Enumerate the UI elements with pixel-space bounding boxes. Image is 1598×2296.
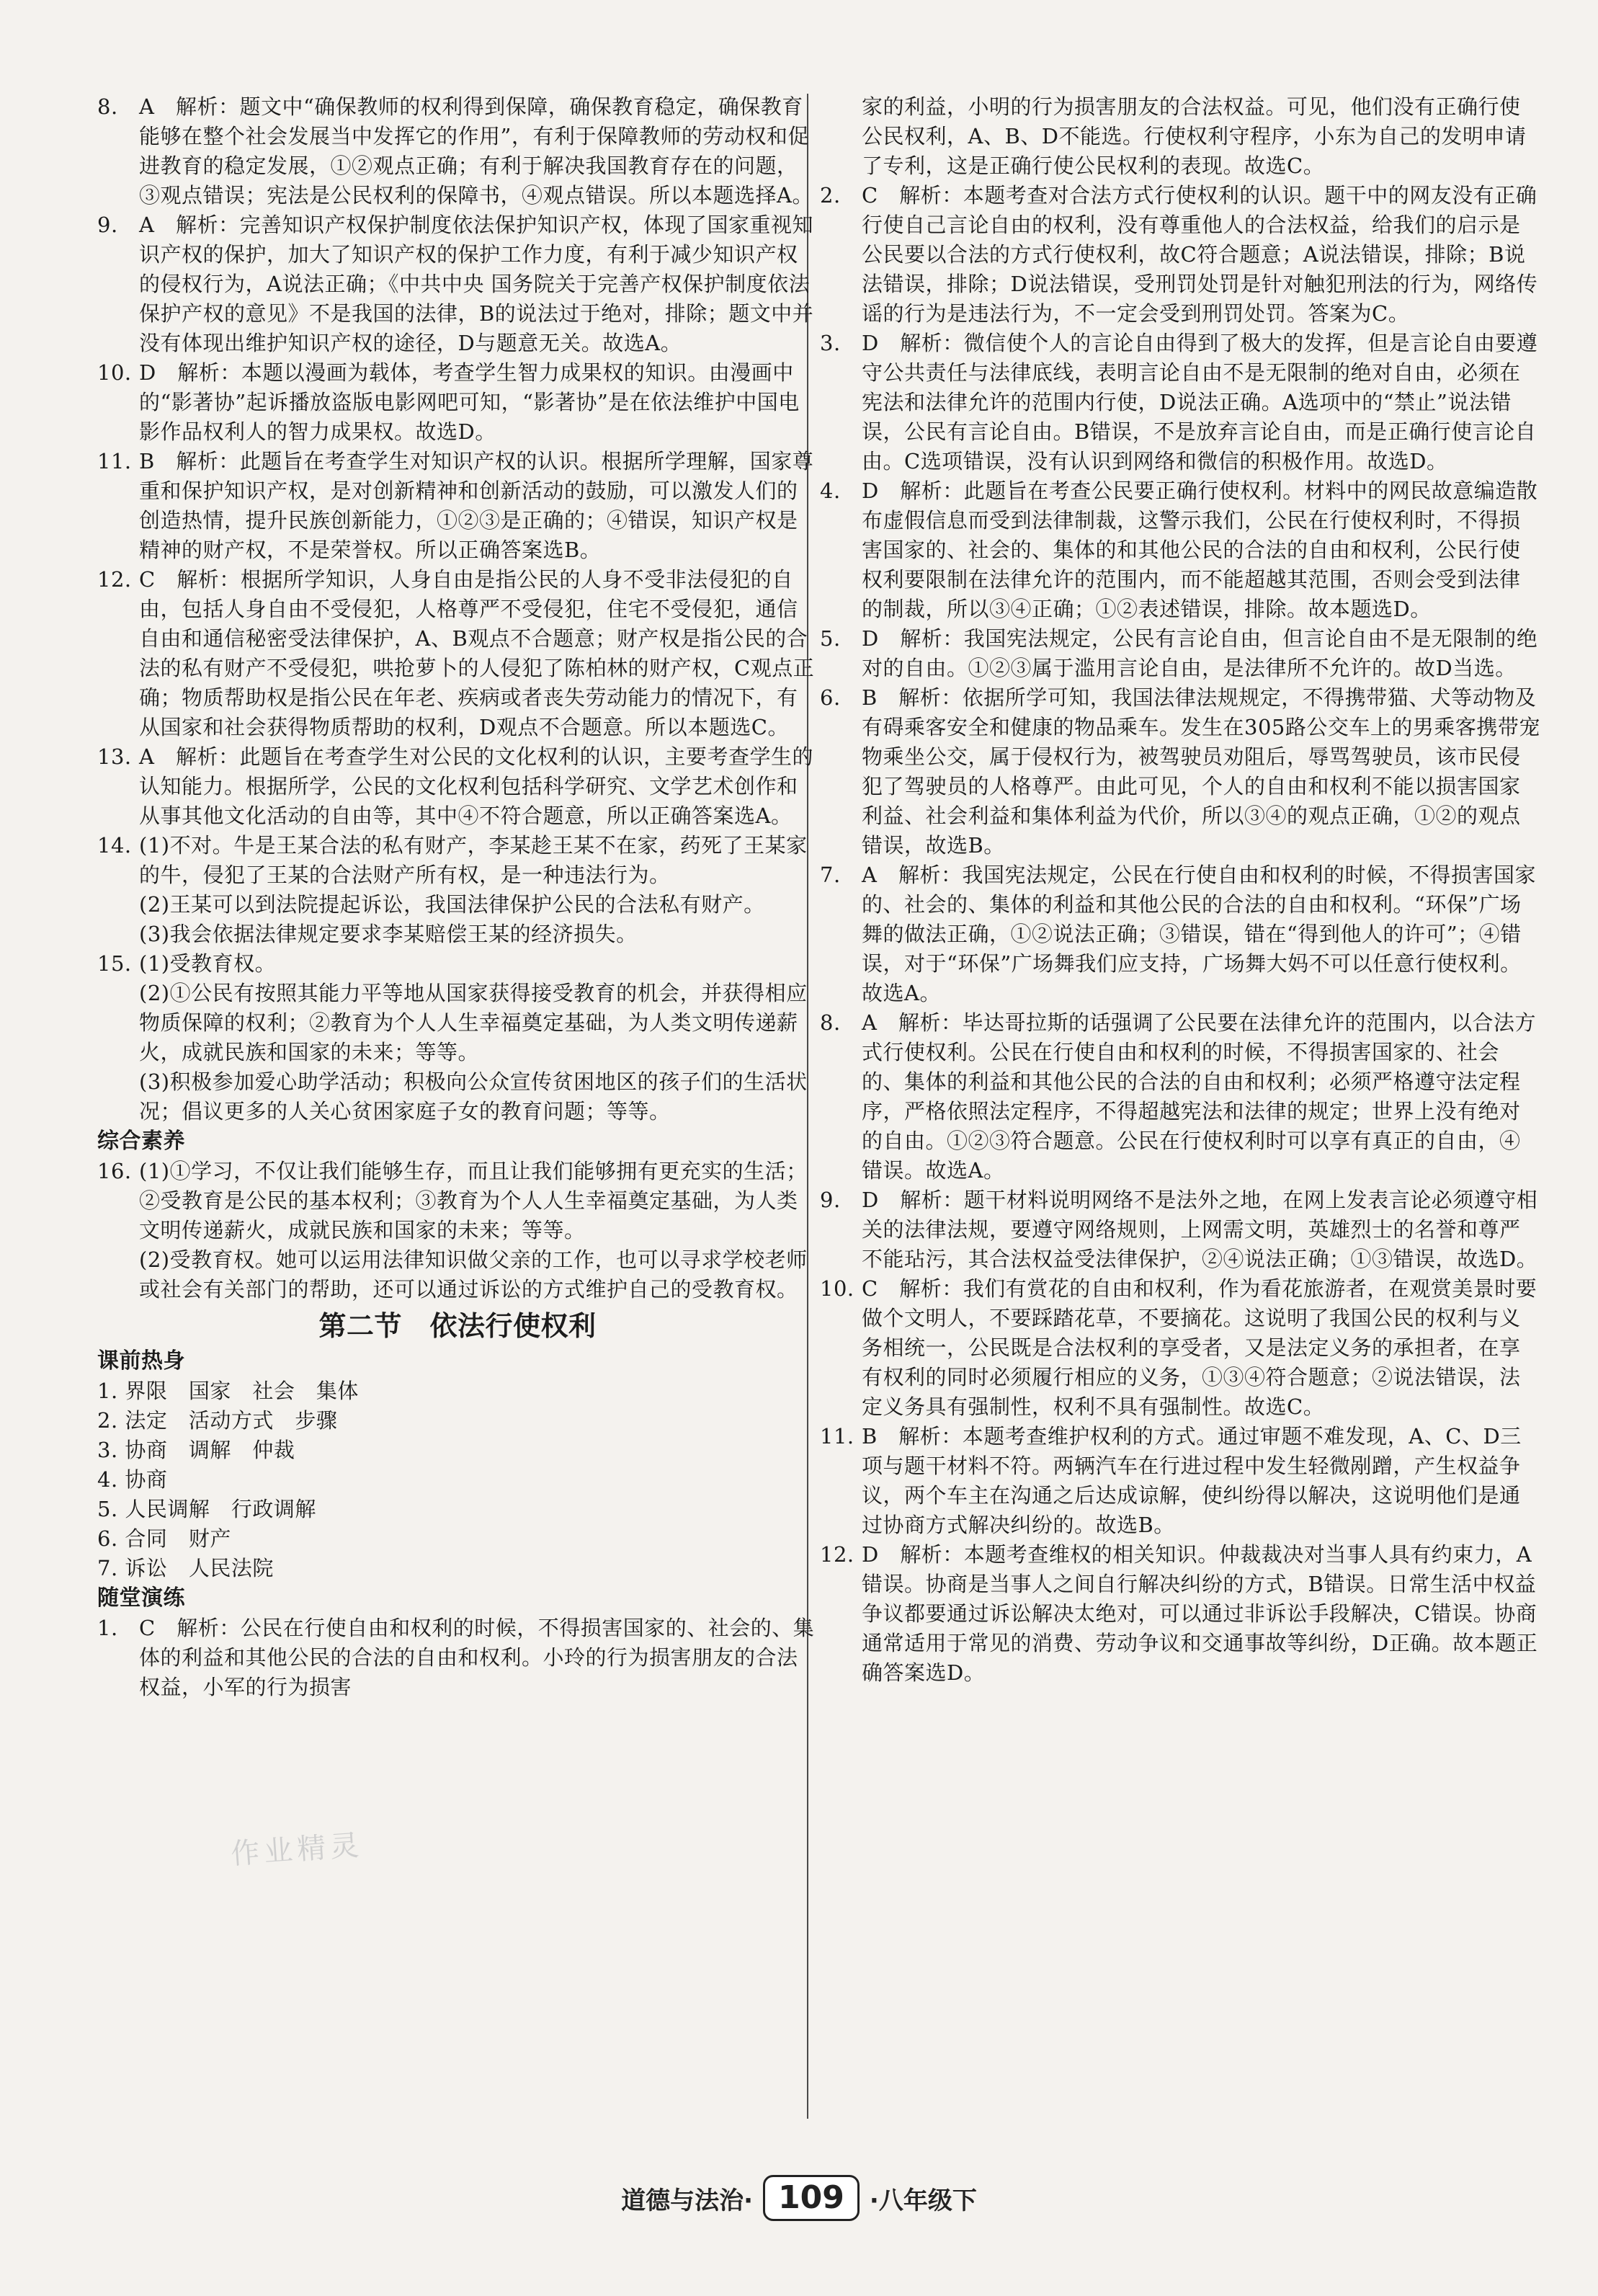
sub-answer: (2)王某可以到法院提起诉讼，我国法律保护公民的合法私有财产。 <box>139 892 765 917</box>
answer-item <box>820 181 1540 329</box>
item-text: C 解析：我们有赏花的自由和权利，作为看花旅游者，在观赏美景时要做个文明人，不要踩踏花草，不要摘花。这说明了我国公民的权利与义务相统一，公民既是合法权利的享受者，又是法定义务的承担者，在享有权利的同时必须履行相应的义务，①③④符合题意；②说法错误，法定义务具有强制性，权利不具有强制性。故选C。 <box>862 1276 1537 1419</box>
item-number: 11. <box>820 1424 854 1449</box>
item-text: A 解析：毕达哥拉斯的话强调了公民要在法律允许的范围内，以合法方式行使权利。公民在行使自由和权利的时候，不得损害国家的、社会的、集体的利益和其他公民的合法的自由和权利；必须严格遵守法定程序，严格依照法定程序，不得超越宪法和法律的规定；世界上没有绝对的自由。①②③符合题意。公民在行使权利时可以享有真正的自由，④错误。故选A。 <box>862 1010 1536 1183</box>
item-number: 15. <box>97 951 132 976</box>
item-text: D 解析：此题旨在考查公民要正确行使权利。材料中的网民故意编造散布虚假信息而受到法律制裁，这警示我们，公民在行使权利时，不得损害国家的、社会的、集体的和其他公民的合法的自由和权利，公民行使权利要限制在法律允许的范围内，而不能超越其范围，否则会受到法律的制裁，所以③④正确；①②表述错误，排除。故本题选D。 <box>862 479 1538 621</box>
left-column <box>97 92 818 1702</box>
answer-item <box>97 1614 818 1702</box>
item-text: C 解析：根据所学知识，人身自由是指公民的人身不受非法侵犯的自由，包括人身自由不受侵犯，人格尊严不受侵犯，住宅不受侵犯，通信自由和通信秘密受法律保护，A、B观点不合题意；财产权是指公民的合法的私有财产不受侵犯，哄抢萝卜的人侵犯了陈柏林的财产权，C观点正确；物质帮助权是指公民在年老、疾病或者丧失劳动能力的情况下，有从国家和社会获得物质帮助的权利，D观点不合题意。所以本题选C。 <box>139 567 815 739</box>
item-number: 11. <box>97 449 132 473</box>
right-column <box>820 92 1540 1688</box>
item-number: 10. <box>97 360 132 385</box>
item-text: D 解析：本题考查维权的相关知识。仲裁裁决对当事人具有约束力，A错误。协商是当事人之间自行解决纠纷的方式，B错误。日常生活中权益争议都要通过诉讼解决太绝对，可以通过非诉讼手段解决，C错误。协商通常适用于常见的消费、劳动争议和交通事故等纠纷，D正确。故本题正确答案选D。 <box>862 1542 1538 1685</box>
page-number: 109 <box>763 2175 860 2221</box>
item-number: 8. <box>820 1010 841 1035</box>
sub-answer: (2)受教育权。她可以运用法律知识做父亲的工作，也可以寻求学校老师或社会有关部门的帮助，还可以通过诉讼的方式维护自己的受教育权。 <box>139 1247 808 1301</box>
item-number: 9. <box>820 1188 841 1212</box>
answer-item <box>820 1422 1540 1540</box>
fill-answer: 4. 协商 <box>97 1467 168 1492</box>
footer-grade: ·八年级下 <box>869 2186 977 2215</box>
section-title: 第二节 依法行使权利 <box>318 1310 597 1342</box>
item-number: 10. <box>820 1276 854 1301</box>
fill-answer: 5. 人民调解 行政调解 <box>97 1497 316 1521</box>
fill-answer: 2. 法定 活动方式 步骤 <box>97 1408 338 1433</box>
subheading-suitang: 随堂演练 <box>97 1585 185 1611</box>
answer-item <box>97 447 818 565</box>
answer-item <box>97 210 818 358</box>
answer-item <box>97 565 818 742</box>
sub-answer: (1)受教育权。 <box>139 951 277 976</box>
answer-item <box>820 476 1540 624</box>
answer-item <box>820 1008 1540 1185</box>
item-number: 5. <box>820 626 841 651</box>
item-number: 12. <box>97 567 132 592</box>
subheading-zonghe: 综合素养 <box>97 1129 185 1154</box>
item-number: 14. <box>97 833 132 858</box>
continued-answer <box>820 92 1540 181</box>
item-text: B 解析：依据所学可知，我国法律法规规定，不得携带猫、犬等动物及有碍乘客安全和健康的物品乘车。发生在305路公交车上的男乘客携带宠物乘坐公交，属于侵权行为，被驾驶员劝阻后，辱骂驾驶员，该市民侵犯了驾驶员的人格尊严。由此可见，个人的自由和权利不能以损害国家利益、社会利益和集体利益为代价，所以③④的观点正确，①②的观点错误，故选B。 <box>862 685 1540 858</box>
item-text: D 解析：题干材料说明网络不是法外之地，在网上发表言论必须遵守相关的法律法规，要遵守网络规则，上网需文明，英雄烈士的名誉和尊严不能玷污，其合法权益受法律保护，②④说法正确；①③错误，故选D。 <box>862 1188 1538 1271</box>
sub-answer: (1)①学习，不仅让我们能够生存，而且让我们能够拥有更充实的生活；②受教育是公民的基本权利；③教育为个人人生幸福奠定基础，为人类文明传递薪火，成就民族和国家的未来；等等。 <box>139 1159 808 1242</box>
item-number: 3. <box>820 331 841 355</box>
answer-item-16 <box>97 1157 818 1304</box>
answer-item <box>820 624 1540 683</box>
item-number: 2. <box>820 183 841 208</box>
fill-answer: 7. 诉讼 人民法院 <box>97 1556 274 1580</box>
answer-item <box>820 329 1540 476</box>
watermark: 作业精灵 <box>229 1828 365 1872</box>
sub-answer: (3)积极参加爱心助学活动；积极向公众宣传贫困地区的孩子们的生活状况；倡议更多的人关心贫困家庭子女的教育问题；等等。 <box>139 1069 808 1123</box>
item-text: 家的利益，小明的行为损害朋友的合法权益。可见，他们没有正确行使公民权利，A、B、D不能选。行使权利守程序，小东为自己的发明申请了专利，这是正确行使公民权利的表现。故选C。 <box>862 94 1527 178</box>
subheading-keqian: 课前热身 <box>97 1348 185 1374</box>
answer-item <box>820 683 1540 860</box>
item-number: 9. <box>97 213 118 237</box>
item-number: 4. <box>820 479 841 503</box>
page-footer <box>0 2173 1598 2223</box>
item-text: A 解析：题文中“确保教师的权利得到保障，确保教育稳定，确保教育能够在整个社会发展当中发挥它的作用”，有利于保障教师的劳动权和促进教育的稳定发展，①②观点正确；有利于解决我国教育存在的问题，③观点错误；宪法是公民权利的保障书，④观点错误。所以本题选择A。 <box>139 94 813 208</box>
item-number: 16. <box>97 1159 132 1183</box>
item-text: B 解析：本题考查维护权利的方式。通过审题不难发现，A、C、D三项与题干材料不符。两辆汽车在行进过程中发生轻微剐蹭，产生权益争议，两个车主在沟通之后达成谅解，使纠纷得以解决，这说明他们是通过协商方式解决纠纷的。故选B。 <box>862 1424 1522 1537</box>
item-number: 1. <box>97 1616 118 1640</box>
item-number: 7. <box>820 863 841 887</box>
sub-answer: (3)我会依据法律规定要求李某赔偿王某的经济损失。 <box>139 922 638 946</box>
item-number: 8. <box>97 94 118 119</box>
item-number: 13. <box>97 744 132 769</box>
answer-item <box>820 1540 1540 1688</box>
item-text: D 解析：我国宪法规定，公民有言论自由，但言论自由不是无限制的绝对的自由。①②③属于滥用言论自由，是法律所不允许的。故D当选。 <box>862 626 1538 680</box>
item-text: A 解析：我国宪法规定，公民在行使自由和权利的时候，不得损害国家的、社会的、集体的利益和其他公民的合法的自由和权利。“环保”广场舞的做法正确，①②说法正确；③错误，错在“得到他人的许可”；④错误，对于“环保”广场舞我们应支持，广场舞大妈不可以任意行使权利。故选A。 <box>862 863 1536 1005</box>
fill-answer: 1. 界限 国家 社会 集体 <box>97 1379 359 1403</box>
answer-item <box>820 860 1540 1008</box>
answer-item <box>820 1185 1540 1274</box>
fill-answer: 6. 合同 财产 <box>97 1526 231 1551</box>
item-number: 12. <box>820 1542 854 1567</box>
item-text: C 解析：本题考查对合法方式行使权利的认识。题干中的网友没有正确行使自己言论自由的权利，没有尊重他人的合法权益，给我们的启示是公民要以合法的方式行使权利，故C符合题意；A说法错误，排除；B说法错误，排除；D说法错误，受刑罚处罚是针对触犯刑法的行为，网络传谣的行为是违法行为，不一定会受到刑罚处罚。答案为C。 <box>862 183 1538 326</box>
answer-item-14 <box>97 831 818 949</box>
answer-item <box>97 742 818 831</box>
answer-item <box>97 358 818 447</box>
sub-answer: (2)①公民有按照其能力平等地从国家获得接受教育的机会，并获得相应物质保障的权利；②教育为个人人生幸福奠定基础，为人类文明传递薪火，成就民族和国家的未来；等等。 <box>139 981 808 1064</box>
sub-answer: (1)不对。牛是王某合法的私有财产，李某趁王某不在家，药死了王某家的牛，侵犯了王某的合法财产所有权，是一种违法行为。 <box>139 833 808 887</box>
answer-item <box>820 1274 1540 1422</box>
item-number: 6. <box>820 685 841 710</box>
item-text: A 解析：完善知识产权保护制度依法保护知识产权，体现了国家重视知识产权的保护，加大了知识产权的保护工作力度，有利于减少知识产权的侵权行为，A说法正确；《中共中央 国务院关于完善产权保护制度依法保护产权的意见》不是我国的法律，B的说法过于绝对，排除；题文中并没有体现出维护知识产权的途径，D与题意无关。故选A。 <box>139 213 814 355</box>
footer-subject: 道德与法治· <box>621 2186 754 2215</box>
item-text: D 解析：本题以漫画为载体，考查学生智力成果权的知识。由漫画中的“影著协”起诉播放盗版电影网吧可知，“影著协”是在依法维护中国电影作品权利人的智力成果权。故选D。 <box>139 360 800 444</box>
item-text: D 解析：微信使个人的言论自由得到了极大的发挥，但是言论自由要遵守公共责任与法律底线，表明言论自由不是无限制的绝对自由，必须在宪法和法律允许的范围内行使，D说法正确。A选项中的“禁止”说法错误，公民有言论自由。B错误，不是放弃言论自由，而是正确行使言论自由。C选项错误，没有认识到网络和微信的积极作用。故选D。 <box>862 331 1538 473</box>
fill-answer: 3. 协商 调解 仲裁 <box>97 1438 295 1462</box>
item-text: C 解析：公民在行使自由和权利的时候，不得损害国家的、社会的、集体的利益和其他公民的合法的自由和权利。小玲的行为损害朋友的合法权益，小军的行为损害 <box>139 1616 815 1699</box>
item-text: A 解析：此题旨在考查学生对公民的文化权利的认识，主要考查学生的认知能力。根据所学，公民的文化权利包括科学研究、文学艺术创作和从事其他文化活动的自由等，其中④不符合题意，所以正确答案选A。 <box>139 744 813 828</box>
answer-item-15 <box>97 949 818 1126</box>
item-text: B 解析：此题旨在考查学生对知识产权的认识。根据所学理解，国家尊重和保护知识产权，是对创新精神和创新活动的鼓励，可以激发人们的创造热情，提升民族创新能力，①②③是正确的；④错误，知识产权是精神的财产权，不是荣誉权。所以正确答案选B。 <box>139 449 814 562</box>
answer-item <box>97 92 818 210</box>
